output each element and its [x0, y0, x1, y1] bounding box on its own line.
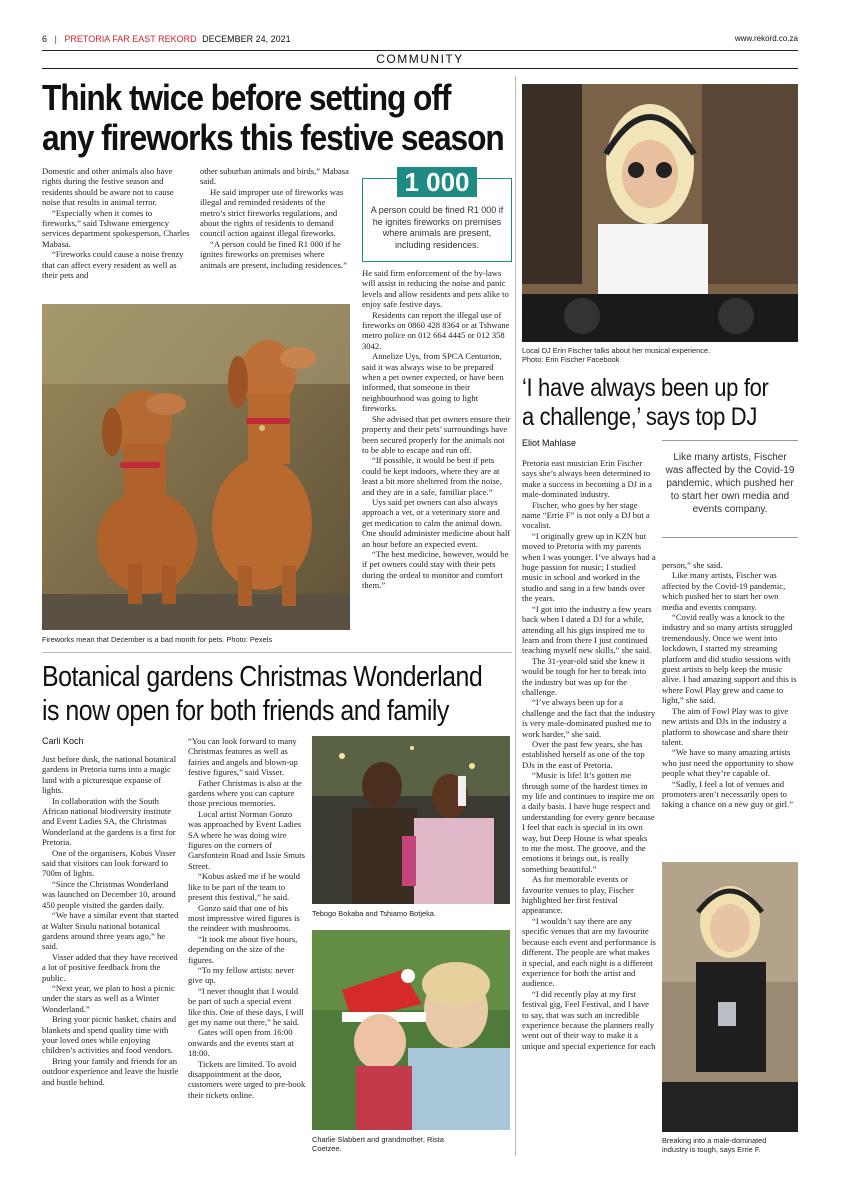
paragraph: “Music is life! It’s gotten me through some of the hardest times in my life and continues to inspire me on a daily basis. I have huge respect and understanding for every genre because I feel that each is special in its own way, but Deep House is what speaks to me the most. The groove, and the emotions it brings out, is really something beautiful.” — [522, 770, 655, 874]
grandmother-illustration — [312, 930, 510, 1130]
article2-headline — [42, 660, 483, 728]
paragraph: Uys said pet owners can also always approach a vet, or a veterinary store and get medication to calm the animal down. One should administer medicine about half an hour before an expected event. — [362, 496, 511, 549]
dj-illustration — [522, 84, 798, 342]
paragraph: Tickets are limited. To avoid disappointment at the door, customers were urged to pre-book their tickets online. — [188, 1058, 306, 1100]
dj-portrait-illustration — [662, 862, 798, 1132]
paragraph: Like many artists, Fischer was affected by the Covid-19 pandemic, which pushed her to start her own media and events company. — [662, 570, 786, 612]
paragraph: “Since the Christmas Wonderland was launched on December 10, around 450 people visited the garden daily. — [42, 878, 176, 910]
paragraph: “If possible, it would be best if pets could be kept indoors, where they are at least a bit more sheltered from the noise, and they are in a safe, familiar place.” — [362, 455, 502, 497]
fact-box-text: A person could be fined R1 000 if he ignites fireworks on premises where animals are present, including residences. — [370, 205, 504, 250]
article3-column-1 — [522, 458, 656, 1051]
section-rule — [42, 68, 798, 69]
paragraph: “The best medicine, however, would be if pet owners could stay with their pets during the ordeal to monitor and comfort them.” — [362, 548, 509, 591]
article1-headline-line2: any fireworks this festive season — [42, 117, 504, 158]
paragraph: “Next year, we plan to host a picnic under the stars as well as a Winter Wonderland.” — [42, 982, 175, 1014]
article2-byline: Carli Koch — [42, 736, 84, 746]
article3-headline-line1: ‘I have always been up for — [522, 374, 769, 402]
paragraph: He said improper use of fireworks was illegal and reminded residents of the metro’s strict fireworks regulations, and about the rights of residents to demand council action against illegal fireworks. — [200, 186, 344, 239]
paragraph: “I never thought that I would be part of such a special event like this. One of these days, I will get my name out there,” he said. — [188, 985, 304, 1027]
paragraph: Bring your family and friends for an outdoor experience and leave the hustle and bustle behind. — [42, 1055, 179, 1087]
article2-column-2 — [188, 736, 306, 1100]
paragraph: Pretoria east musician Erin Fischer says she’s always been determined to make a success in becoming a DJ in a male-dominated industry. — [522, 458, 652, 500]
paragraph: In collaboration with the South African national biodiversity institute and Event Ladies SA, the Christmas Wonderland at the gardens is a first for Pretoria. — [42, 795, 176, 848]
caption-line: Photo: Erin Fischer Facebook — [522, 355, 620, 364]
caption-line: Breaking into a male-dominated — [662, 1136, 767, 1145]
dogs-photo-caption: Fireworks mean that December is a bad month for pets. Photo: Pexels — [42, 635, 273, 644]
caption-line: industry is tough, says Errie F. — [662, 1145, 761, 1154]
paragraph: Local artist Norman Gonzo was approached by Event Ladies SA where he was doing wire figures on the corners of Garsfontein Road and Issie Smuts Street. — [188, 808, 305, 871]
paragraph: “You can look forward to many Christmas features as well as fairies and angels and blown-up festive figures,” said Visser. — [188, 736, 298, 778]
paragraph: “Covid really was a knock to the industry and so many artists struggled tremendously. Once we went into lockdown, I started my streaming platform and did studio sessions with guest artists to help keep the music alive. I had amazing support and this is where Fowl Play grew and came to light,” she said. — [662, 612, 797, 706]
paragraph: Domestic and other animals also have rights during the festive season and residents should be aware not to cause noise that results in animal terror. — [42, 166, 174, 208]
caption-line: Coetzee. — [312, 1144, 342, 1153]
paragraph: One of the organisers, Kobus Visser said that visitors can look forward to 700m of lights. — [42, 847, 176, 879]
caption-line: Charlie Slabbert and grandmother, Rista — [312, 1135, 444, 1144]
couple-illustration — [312, 736, 510, 904]
article3-byline: Eliot Mahlase — [522, 438, 577, 448]
paragraph: “Kobus asked me if he would like to be part of the team to present this festival,” he said. — [188, 871, 300, 903]
paragraph: “I did recently play at my first festival gig, Feel Festival, and I have to say, that was such an incredible experience because the planners really went out of their way to make it a unique and special experience for each — [522, 988, 656, 1051]
dogs-illustration — [42, 304, 350, 630]
dj-portrait-caption — [662, 1136, 802, 1154]
paragraph: She advised that pet owners ensure their property and their pets’ surroundings have been secured properly for the animals not to be able to escape and run off. — [362, 413, 511, 455]
paragraph: “I originally grew up in KZN but moved to Pretoria with my parents when I was younger. I’ve always had a huge passion for music; I studied music in school and worked in the studio and sang in a few bands over the years. — [522, 530, 656, 604]
paragraph: Father Christmas is also at the gardens where you can capture those precious memories. — [188, 777, 302, 809]
article1-headline — [42, 77, 504, 158]
article2-headline-line1: Botanical gardens Christmas Wonderland — [42, 661, 483, 693]
caption-line: Local DJ Erin Fischer talks about her musical experience. — [522, 346, 711, 355]
website-link[interactable]: www.rekord.co.za — [734, 34, 798, 43]
article3-headline — [522, 374, 769, 432]
grandmother-photo — [312, 930, 510, 1130]
paragraph: “A person could be fined R1 000 if he ignites fireworks on premises where animals are present, including residences.” — [200, 238, 347, 270]
header-rule — [42, 50, 798, 51]
paragraph: “It took me about five hours, depending on the size of the figures. — [188, 933, 298, 965]
paragraph: person,” she said. — [662, 560, 723, 570]
article1-column-1 — [42, 166, 192, 280]
pullquote-box — [662, 440, 798, 538]
article1-column-3 — [362, 268, 512, 591]
article1-column-2 — [200, 166, 352, 270]
article2-column-1 — [42, 754, 182, 1087]
paragraph: As for memorable events or favourite venues to play, Fischer highlighted her first festival appearance. — [522, 874, 634, 916]
header-separator: | — [54, 34, 57, 44]
dj-portrait-photo — [662, 862, 798, 1132]
column-divider — [515, 76, 516, 1156]
paragraph: Visser added that they have received a lot of positive feedback from the public. — [42, 951, 178, 983]
paragraph: “Sadly, I feel a lot of venues and promoters aren’t necessarily open to taking a chance on a new guy or girl.” — [662, 778, 794, 810]
paragraph: Gonzo said that one of his most impressive wired figures is the reindeer with mushrooms. — [188, 902, 300, 934]
paragraph: Over the past few years, she has established herself as one of the top DJs in the east of Pretoria. — [522, 738, 645, 770]
article2-top-rule — [42, 652, 512, 653]
paragraph: Bring your picnic basket, chairs and blankets and spend quality time with your loved ones while enjoying children’s activities and food vendors. — [42, 1014, 177, 1056]
couple-photo-caption: Tebogo Bokaba and Tshiamo Botjeka. — [312, 909, 436, 918]
paragraph: “I got into the industry a few years back when I dated a DJ for a while, attending all his gigs inspired me to learn and from there I just continued teaching myself new skills,” she said. — [522, 603, 652, 656]
article3-headline-line2: a challenge,’ says top DJ — [522, 403, 757, 431]
paragraph: other suburban animals and birds,” Mabasa said. — [200, 166, 349, 187]
publication-name: PRETORIA FAR EAST REKORD — [64, 34, 197, 44]
couple-photo — [312, 736, 510, 904]
paragraph: Just before dusk, the national botanical gardens in Pretoria turns into a magic land with a picturesque expanse of lights. — [42, 754, 177, 796]
article2-headline-line2: is now open for both friends and family — [42, 695, 449, 727]
paragraph: “Especially when it comes to fireworks,” said Tshwane emergency services department spokesperson, Charles Mabasa. — [42, 207, 190, 249]
paragraph: Gates will open from 16:00 onwards and the events start at 18:00. — [188, 1027, 294, 1059]
article3-column-2 — [662, 560, 798, 810]
pullquote-text: Like many artists, Fischer was affected by the Covid-19 pandemic, which pushed her to start her own media and events company. — [665, 452, 795, 515]
paragraph: “We have so many amazing artists who just need the opportunity to show people what they’re capable of. — [662, 747, 794, 779]
fact-box-number: 1 000 — [397, 167, 477, 197]
paragraph: “I’ve always been up for a challenge and the fact that the industry is very male-dominated pushed me to work harder,” she said. — [522, 697, 656, 739]
paragraph: “We have a similar event that started at Walter Sisulu national botanical gardens around three years ago,” he said. — [42, 910, 179, 952]
paragraph: The aim of Fowl Play was to give new artists and DJs in the industry a platform to showcase and share their talent. — [662, 705, 789, 747]
dj-photo — [522, 84, 798, 342]
section-label: COMMUNITY — [376, 52, 464, 66]
page-number: 6 — [42, 34, 48, 44]
paragraph: The 31-year-old said she knew it would be tough for her to break into the industry but was up for the challenge. — [522, 655, 647, 697]
article1-headline-line1: Think twice before setting off — [42, 77, 451, 118]
paragraph: Fischer, who goes by her stage name “Errie F” is not only a DJ but a vocalist. — [522, 499, 650, 531]
issue-date: DECEMBER 24, 2021 — [202, 34, 291, 44]
paragraph: “I wouldn’t say there are any specific venues that are my favourite because each event and performance is different. The people are what makes it special, and each night is a different experience for both the artist and audience. — [522, 915, 656, 989]
paragraph: Residents can report the illegal use of fireworks on 0860 428 8364 or at Tshwane metro police on 012 664 4445 or 012 358 3042. — [362, 309, 510, 351]
dj-photo-caption — [522, 346, 798, 364]
grandmother-photo-caption — [312, 1135, 512, 1153]
paragraph: “To my fellow artists: never give up. — [188, 964, 295, 986]
paragraph: Annelize Uys, from SPCA Centurion, said it was always wise to be prepared when a pet owner expected, or have been informed, that someone in their neighbourhood was going to light fireworks. — [362, 351, 504, 414]
paragraph: He said firm enforcement of the by-laws will assist in reducing the noise and panic levels and allow residents and pets alike to enjoy safe festive days. — [362, 268, 509, 310]
page-header — [42, 32, 798, 46]
dogs-photo — [42, 304, 350, 630]
fact-box — [362, 167, 512, 262]
paragraph: “Fireworks could cause a noise frenzy that can affect every resident as well as their pets and — [42, 249, 184, 281]
